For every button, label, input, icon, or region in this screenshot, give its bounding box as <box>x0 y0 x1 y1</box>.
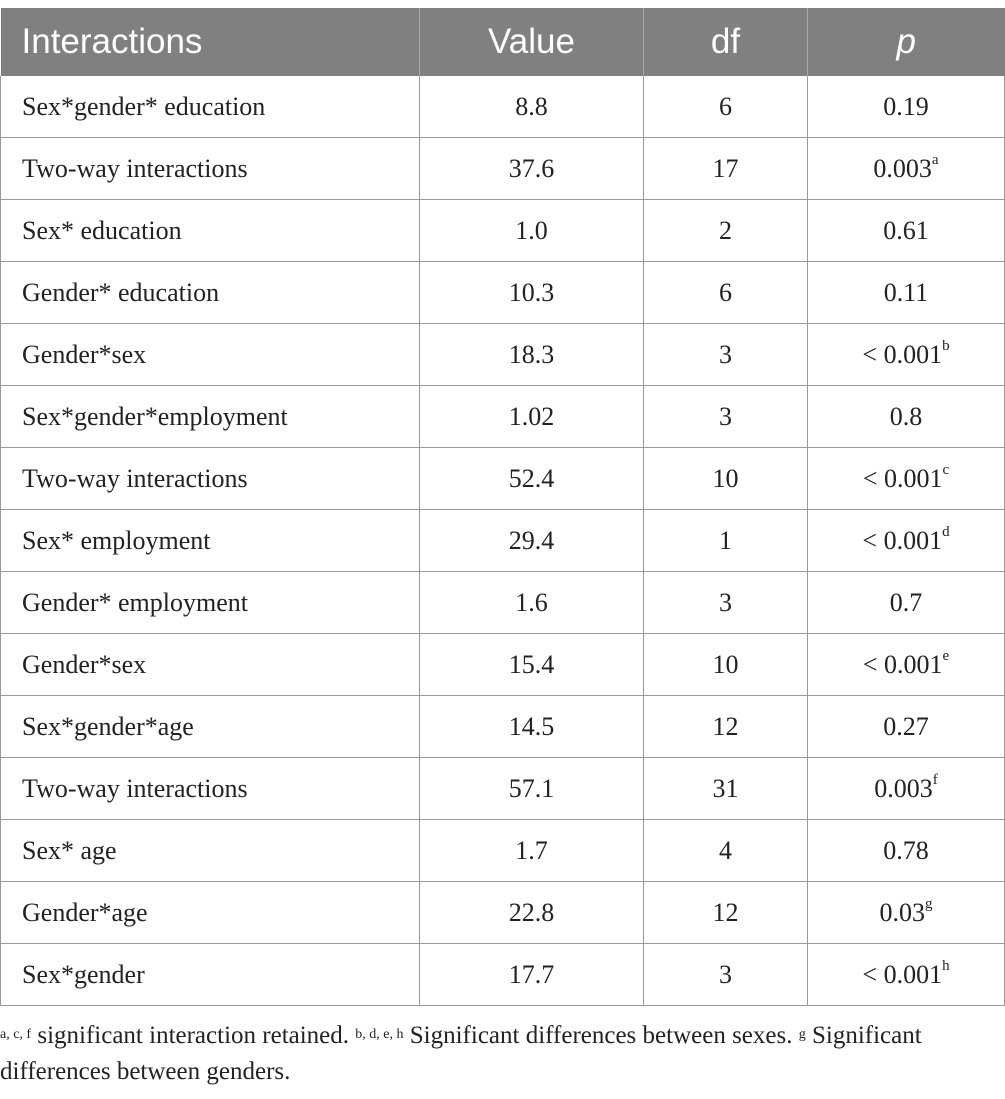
p-value: 0.03 <box>879 897 925 927</box>
cell-p <box>808 634 1005 696</box>
footnote-text-3: Significant differences between genders. <box>0 1022 922 1085</box>
footnote-text-2: Significant differences between sexes. <box>403 1022 799 1049</box>
table-row <box>1 200 1005 262</box>
p-value: 0.003 <box>874 773 933 803</box>
p-footnote-marker: d <box>942 523 950 540</box>
cell-value: 29.4 <box>420 510 644 572</box>
cell-p <box>808 386 1005 448</box>
p-value: 0.78 <box>883 835 929 865</box>
footnote-sup-3: g <box>798 1027 806 1042</box>
table-header <box>1 8 1005 76</box>
cell-p <box>808 882 1005 944</box>
p-value: < 0.001 <box>862 649 943 679</box>
table-row <box>1 448 1005 510</box>
cell-df: 1 <box>644 510 808 572</box>
cell-df: 3 <box>644 324 808 386</box>
cell-interaction: Gender* employment <box>1 572 420 634</box>
p-value: < 0.001 <box>862 959 943 989</box>
p-value: < 0.001 <box>862 463 943 493</box>
cell-df: 3 <box>644 944 808 1006</box>
cell-value: 37.6 <box>420 138 644 200</box>
table-row <box>1 634 1005 696</box>
p-value: 0.27 <box>883 711 929 741</box>
cell-interaction: Gender*sex <box>1 324 420 386</box>
cell-p <box>808 944 1005 1006</box>
p-value: 0.19 <box>883 91 929 121</box>
cell-interaction: Sex*gender*age <box>1 696 420 758</box>
cell-df: 12 <box>644 696 808 758</box>
p-footnote-marker: f <box>932 771 938 788</box>
footnote-sup-2: b, d, e, h <box>355 1027 404 1042</box>
interactions-table <box>0 8 1005 1006</box>
cell-df: 2 <box>644 200 808 262</box>
cell-p <box>808 820 1005 882</box>
header-p: p <box>808 8 1005 76</box>
cell-df: 31 <box>644 758 808 820</box>
cell-value: 8.8 <box>420 76 644 138</box>
p-value: 0.11 <box>883 277 929 307</box>
cell-interaction: Sex*gender*employment <box>1 386 420 448</box>
cell-interaction: Sex*gender* education <box>1 76 420 138</box>
cell-value: 1.6 <box>420 572 644 634</box>
cell-value: 57.1 <box>420 758 644 820</box>
table-row <box>1 324 1005 386</box>
cell-value: 10.3 <box>420 262 644 324</box>
cell-interaction: Gender* education <box>1 262 420 324</box>
interactions-table-container <box>0 8 1004 1006</box>
cell-df: 17 <box>644 138 808 200</box>
cell-p <box>808 572 1005 634</box>
cell-interaction: Gender*age <box>1 882 420 944</box>
cell-value: 1.0 <box>420 200 644 262</box>
cell-value: 22.8 <box>420 882 644 944</box>
cell-df: 3 <box>644 386 808 448</box>
p-value: 0.7 <box>889 587 923 617</box>
cell-p <box>808 262 1005 324</box>
cell-value: 1.7 <box>420 820 644 882</box>
p-value: < 0.001 <box>862 339 943 369</box>
cell-value: 18.3 <box>420 324 644 386</box>
table-row <box>1 572 1005 634</box>
cell-df: 10 <box>644 634 808 696</box>
cell-interaction: Two-way interactions <box>1 758 420 820</box>
cell-interaction: Gender*sex <box>1 634 420 696</box>
header-row <box>1 8 1005 76</box>
p-value: 0.61 <box>883 215 929 245</box>
cell-interaction: Sex* employment <box>1 510 420 572</box>
table-row <box>1 76 1005 138</box>
header-df: df <box>644 8 808 76</box>
table-body <box>1 76 1005 1006</box>
table-row <box>1 882 1005 944</box>
cell-value: 52.4 <box>420 448 644 510</box>
table-row <box>1 820 1005 882</box>
cell-value: 17.7 <box>420 944 644 1006</box>
table-row <box>1 758 1005 820</box>
table-row <box>1 138 1005 200</box>
cell-df: 3 <box>644 572 808 634</box>
cell-p <box>808 758 1005 820</box>
cell-interaction: Two-way interactions <box>1 448 420 510</box>
p-footnote-marker: e <box>942 647 950 664</box>
cell-p <box>808 448 1005 510</box>
p-footnote-marker: c <box>942 461 950 478</box>
cell-df: 4 <box>644 820 808 882</box>
cell-p <box>808 324 1005 386</box>
table-row <box>1 696 1005 758</box>
table-row <box>1 262 1005 324</box>
p-value: 0.003 <box>873 153 932 183</box>
cell-df: 12 <box>644 882 808 944</box>
p-value: < 0.001 <box>862 525 943 555</box>
cell-p <box>808 138 1005 200</box>
header-interactions: Interactions <box>1 8 420 76</box>
cell-value: 15.4 <box>420 634 644 696</box>
cell-p <box>808 510 1005 572</box>
p-footnote-marker: g <box>925 895 933 912</box>
cell-df: 6 <box>644 76 808 138</box>
cell-value: 14.5 <box>420 696 644 758</box>
p-value: 0.8 <box>889 401 923 431</box>
cell-interaction: Sex*gender <box>1 944 420 1006</box>
p-footnote-marker: b <box>942 337 950 354</box>
cell-interaction: Two-way interactions <box>1 138 420 200</box>
cell-value: 1.02 <box>420 386 644 448</box>
table-row <box>1 386 1005 448</box>
header-value: Value <box>420 8 644 76</box>
cell-p <box>808 200 1005 262</box>
cell-p <box>808 76 1005 138</box>
cell-interaction: Sex* age <box>1 820 420 882</box>
table-row <box>1 510 1005 572</box>
footnote-text-1: significant interaction retained. <box>31 1022 356 1049</box>
cell-p <box>808 696 1005 758</box>
cell-interaction: Sex* education <box>1 200 420 262</box>
p-footnote-marker: h <box>942 957 950 974</box>
p-footnote-marker: a <box>931 151 939 168</box>
cell-df: 10 <box>644 448 808 510</box>
table-footnote <box>0 1018 1000 1090</box>
cell-df: 6 <box>644 262 808 324</box>
table-row <box>1 944 1005 1006</box>
footnote-sup-1: a, c, f <box>0 1027 32 1042</box>
